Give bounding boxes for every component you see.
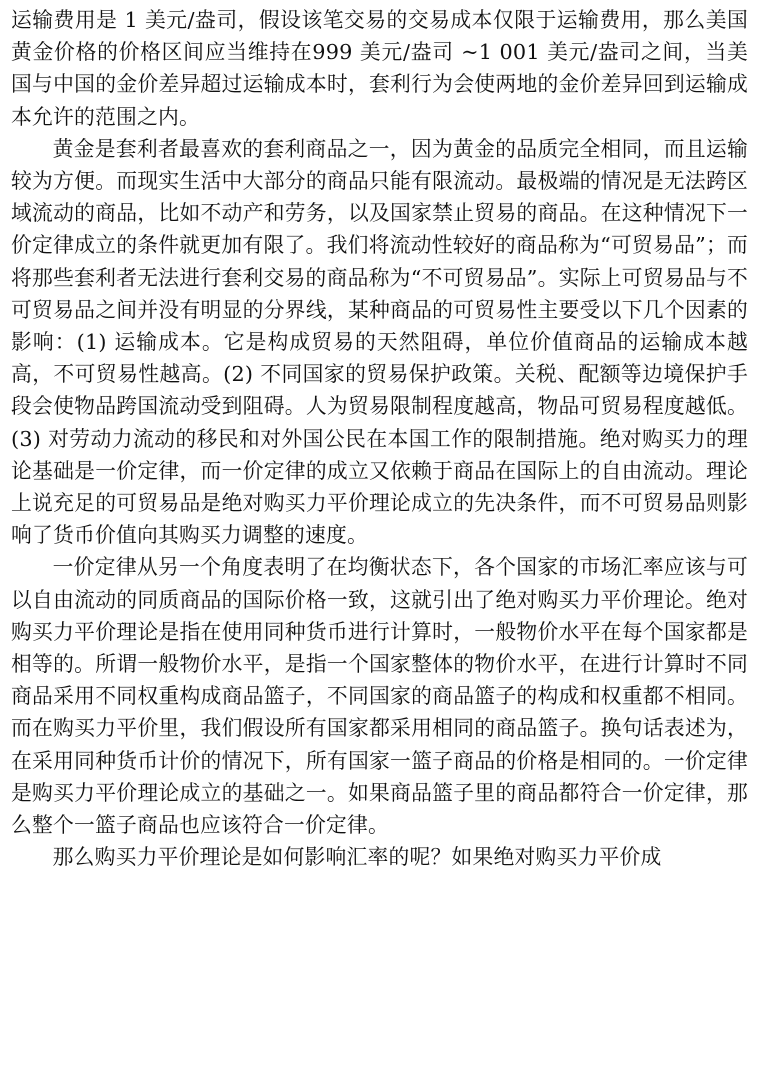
- paragraph-4: 那么购买力平价理论是如何影响汇率的呢？如果绝对购买力平价成: [52, 845, 662, 870]
- paragraph-3: 一价定律从另一个角度表明了在均衡状态下，各个国家的市场汇率应该与可以自由流动的同质商品的国际价格一致，这就引出了绝对购买力平价理论。绝对购买力平价理论是指在使用同种货币进行计算时，一般物价水平在每个国家都是相等的。所谓一般物价水平，是指一个国家整体的物价水平，在进行计算时不同商品采用不同权重构成商品篮子，不同国家的商品篮子的构成和权重都不相同。而在购买力平价里，我们假设所有国家都采用相同的商品篮子。换句话表述为，在采用同种货币计价的情况下，所有国家一篮子商品的价格是相同的。一价定律是购买力平价理论成立的基础之一。如果商品篮子里的商品都符合一价定律，那么整个一篮子商品也应该符合一价定律。: [11, 555, 748, 838]
- paragraph-2: 黄金是套利者最喜欢的套利商品之一，因为黄金的品质完全相同，而且运输较为方便。而现实生活中大部分的商品只能有限流动。最极端的情况是无法跨区域流动的商品，比如不动产和劳务，以及国家禁止贸易的商品。在这种情况下一价定律成立的条件就更加有限了。我们将流动性较好的商品称为“可贸易品”；而将那些套利者无法进行套利交易的商品称为“不可贸易品”。实际上可贸易品与不可贸易品之间并没有明显的分界线，某种商品的可贸易性主要受以下几个因素的影响：(1) 运输成本。它是构成贸易的天然阻碍，单位价值商品的运输成本越高，不可贸易性越高。(2) 不同国家的贸易保护政策。关税、配额等边境保护手段会使物品跨国流动受到阻碍。人为贸易限制程度越高，物品可贸易程度越低。(3) 对劳动力流动的移民和对外国公民在本国工作的限制措施。绝对购买力的理论基础是一价定律，而一价定律的成立又依赖于商品在国际上的自由流动。理论上说充足的可贸易品是绝对购买力平价理论成立的先决条件，而不可贸易品则影响了货币价值向其购买力调整的速度。: [11, 136, 748, 548]
- paragraph-1: 运输费用是 1 美元/盎司，假设该笔交易的交易成本仅限于运输费用，那么美国黄金价格的价格区间应当维持在999 美元/盎司 ~1 001 美元/盎司之间，当美国与中国的金价差异超过运输成本时，套利行为会使两地的金价差异回到运输成本允许的范围之内。: [11, 8, 748, 129]
